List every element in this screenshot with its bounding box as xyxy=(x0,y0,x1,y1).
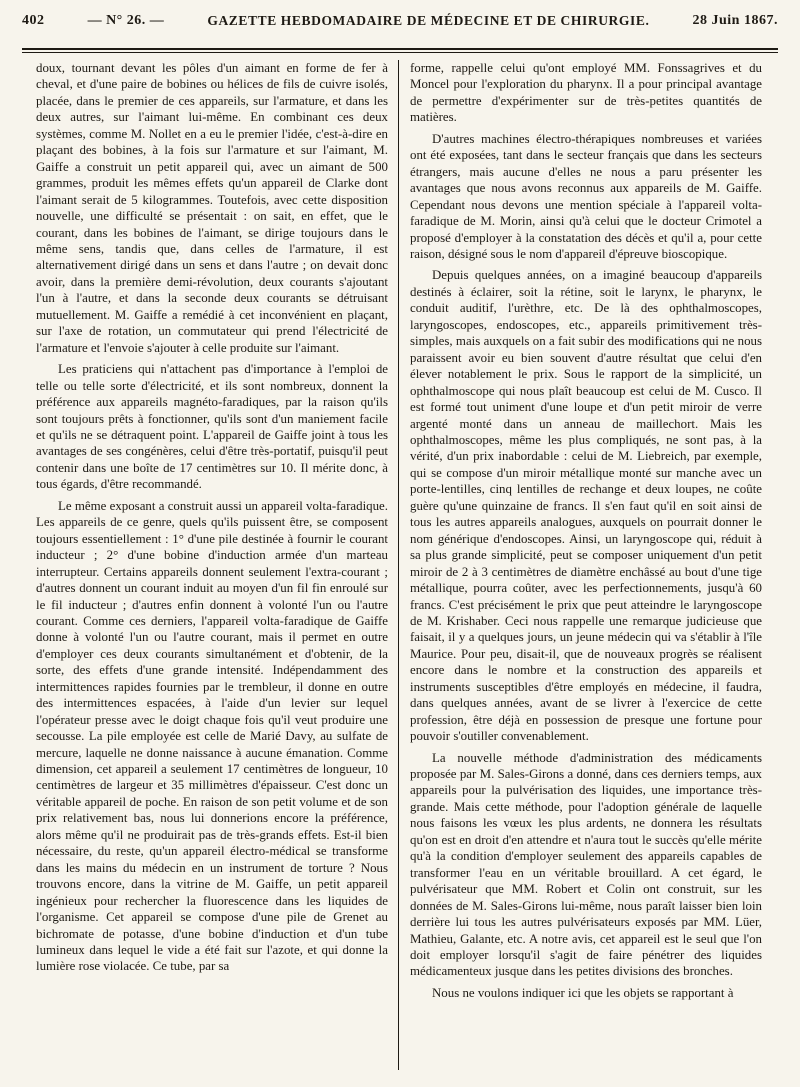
journal-title: GAZETTE HEBDOMADAIRE DE MÉDECINE ET DE CHIRURGIE. xyxy=(207,13,650,28)
paragraph: Depuis quelques années, on a imaginé beaucoup d'appareils destinés à éclairer, soit la rétine, soit le larynx, le pharynx, le conduit auditif, l'urèthre, etc. De là des ophthalmoscopes, laryngoscopes, endoscopes, etc., appareils primitivement très-simples, mais auxquels on a fait subir des modifications qui ne nous paraissent avoir eu bien souvent d'autre résultat que celui d'en élever notablement le prix. Sous le rapport de la simplicité, un ophthalmoscope qui nous plaît beaucoup est celui de M. Cusco. Il est formé tout uniment d'une loupe et d'un petit miroir de verre argenté monté dans un anneau de maillechort. Mais les ophthalmoscopes, même les plus compliqués, ne sont pas, à la vérité, d'un prix inabordable : celui de M. Liebreich, par exemple, qui se compose d'un miroir métallique monté sur manche avec un porte-lentilles, cinq lentilles de rechange et deux loupes, ne coûte guère qu'une quinzaine de francs. Il s'en faut qu'il en soit ainsi de tous les autres appareils analogues, auxquels on pourrait donner le nom générique d'endoscopes. Ainsi, un laryngoscope qui, réduit à sa plus grande simplicité, peut se composer uniquement d'un petit miroir de 2 à 3 centimètres de diamètre enchâssé au bout d'une tige métallique, pourra coûter, avec les perfectionnements, jusqu'à 60 francs. C'est précisément le prix que peut atteindre le laryngoscope de M. Krishaber. Ceci nous rappelle une remarque judicieuse que faisait, il y a quelques jours, un jeune médecin qui va s'établir à l'île Maurice. Pour peu, disait-il, que de nouveaux progrès se réalisent encore dans le nombre et la construction des appareils et instruments susceptibles d'être employés en médecine, il faudra, dans quelques années, avant de se livrer à l'exercice de cette profession, être déjà en possession de presque une fortune pour pouvoir s'outiller convenablement. xyxy=(410,268,762,744)
page-number: 402 xyxy=(22,13,45,28)
paragraph: forme, rappelle celui qu'ont employé MM. Fonssagrives et du Moncel pour l'exploration du pharynx. Il a pour principal avantage de permettre d'expérimenter sur de très-petites quantités de matières. xyxy=(410,61,762,125)
header-rule-thin xyxy=(22,52,778,53)
right-column xyxy=(410,60,762,1001)
page-header xyxy=(22,0,778,42)
column-divider xyxy=(398,60,399,1070)
paragraph: La nouvelle méthode d'administration des médicaments proposée par M. Sales-Girons a donné, dans ces derniers temps, aux appareils pour la pulvérisation des liquides, une importance très-grande. Mais cette méthode, pour l'adoption générale de laquelle nous faisons les vœux les plus ardents, ne donnera les résultats qu'on est en droit d'en attendre et n'aura tout le succès qu'elle mérite qu'à la condition d'employer seulement des appareils capables de transformer l'eau en un véritable brouillard. A cet égard, le pulvérisateur que MM. Robert et Colin ont construit, sur les données de M. Sales-Girons lui-même, nous paraît laisser bien loin derrière lui tous les autres pulvérisateurs exposés par MM. Lüer, Mathieu, Galante, etc. A notre avis, cet appareil est le seul que l'on doit employer lorsqu'il s'agit de faire pénétrer des liquides médicamenteux jusque dans les petites divisions des bronches. xyxy=(410,750,762,979)
header-rule xyxy=(22,48,778,50)
paragraph: Les praticiens qui n'attachent pas d'importance à l'emploi de telle ou telle sorte d'électricité, et ils sont nombreux, donnent la préférence aux appareils magnéto-faradiques, par la raison qu'ils sont toujours prêts à fonctionner, qu'ils sont d'un maniement facile et qu'ils ne se détraquent point. L'appareil de Gaiffe joint à tous les avantages de ses congénères, celui d'être très-portatif, puisqu'il peut contenir dans une boîte de 17 centimètres sur 10. Il mérite donc, à tous égards, d'être recommandé. xyxy=(36,362,388,492)
paragraph: Nous ne voulons indiquer ici que les objets se rapportant à xyxy=(432,985,734,1000)
left-column xyxy=(36,60,388,975)
paragraph: Le même exposant a construit aussi un appareil volta-faradique. Les appareils de ce genre, quels qu'ils puissent être, se composent toujours essentiellement : 1° d'une pile destinée à fournir le courant inducteur ; 2° d'une bobine d'induction armée d'un marteau interrupteur. Certains appareils donnent seulement l'extra-courant ; d'autres donnent un courant induit au moyen d'un fil fin enroulé sur le fil inducteur ; d'autres enfin donnent à volonté l'un ou l'autre courant. Comme ces derniers, l'appareil volta-faradique de Gaiffe donne à volonté l'un ou l'autre courant, mais il permet en outre d'employer ces deux courants simultanément et d'obtenir, de la sorte, des effets d'une grande intensité. Indépendamment des intermittences rapides fournies par le trembleur, il donne en outre des intermittences espacées, à l'aide d'un levier sur lequel l'opérateur presse avec le doigt chaque fois qu'il veut produire une secousse. La pile employée est celle de Marié Davy, au sulfate de mercure, laquelle ne donne naissance à aucune émanation. Comme dimension, cet appareil a seulement 17 centimètres de longueur, 10 centimètres de largeur et 35 millimètres d'épaisseur. C'est donc un véritable appareil de poche. En raison de son petit volume et de son prix relativement bas, nous lui donnerions encore la préférence, alors même qu'il ne produirait pas de très-grands effets. Est-il bien nécessaire, du reste, qu'un appareil électro-médical se transforme dans les mains du médecin en un instrument de torture ? Nous trouvons encore, dans la vitrine de M. Gaiffe, un petit appareil ingénieux pour rechercher la fluorescence dans les liquides de l'organisme. Cet appareil se compose d'une pile de Grenet au bichromate de potasse, d'une bobine d'induction et d'un tube lumineux dans lequel le vide a été fait sur l'azote, et qui donne la lumière rose violacée. Ce tube, par sa xyxy=(36,498,388,974)
issue-number: — N° 26. — xyxy=(87,13,165,28)
paragraph: D'autres machines électro-thérapiques nombreuses et variées ont été exposées, tant dans le secteur français que dans les secteurs étrangers, mais aucune d'elles ne nous a paru présenter les avantages que nous avons reconnus aux appareils de M. Gaiffe. Cependant nous devons une mention spéciale à l'appareil volta-faradique de M. Morin, ainsi qu'à celui que le docteur Crimotel a proposé d'employer à la constatation des décès et qu'il a, pour cette raison, désigné sous le nom d'appareil d'épreuve bioscopique. xyxy=(410,131,762,261)
paragraph: doux, tournant devant les pôles d'un aimant en forme de fer à cheval, et d'une paire de bobines ou hélices de fils de cuivre isolés, placée, dans le premier de ces appareils, sur l'armature, et dans les deux autres, sur l'aimant lui-même. En combinant ces deux systèmes, comme M. Nollet en a eu le premier l'idée, c'est-à-dire en plaçant des bobines, à la fois sur l'armature et sur l'aimant, M. Gaiffe a construit un petit appareil qui, avec un aimant de 500 grammes, produit les mêmes effets qu'un appareil de Clarke dont l'aimant serait de 5 kilogrammes. Toutefois, avec cette disposition nouvelle, une difficulté se présentait : on sait, en effet, que le courant, dans les bobines de l'aimant, se dirige toujours dans le même sens, tandis que, dans celles de l'armature, il est alternativement dirigé dans un sens et dans l'autre ; on devait donc avoir, dans la première demi-révolution, deux courants s'ajoutant l'un à l'autre, et dans la seconde deux courants se détruisant mutuellement. M. Gaiffe a remédié à cet inconvénient en plaçant, sur l'axe de rotation, un commutateur qui prend l'électricité de l'armature et l'envoie s'ajouter à celle produite sur l'aimant. xyxy=(36,61,388,355)
issue-date: 28 Juin 1867. xyxy=(692,13,778,28)
